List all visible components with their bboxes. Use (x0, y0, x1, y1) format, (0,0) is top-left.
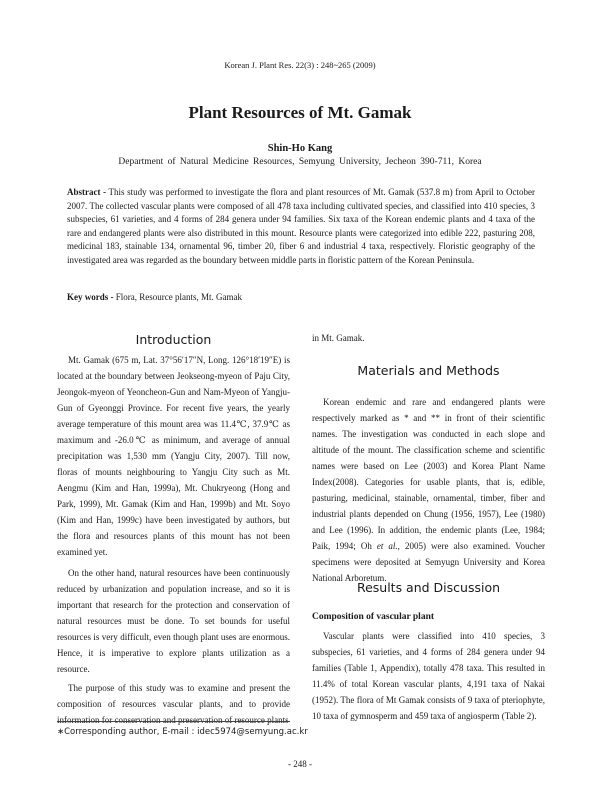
methods-paragraph-1 (312, 394, 545, 586)
footnote: ∗Corresponding author, E-mail : idec5974@semyung.ac.kr (57, 727, 308, 737)
paper-title: Plant Resources of Mt. Gamak (188, 103, 412, 122)
intro-paragraph-3: The purpose of this study was to examine and present the composition of resources vascular plants, and to provide information for conservation and preservation of resource plants (57, 683, 290, 725)
abstract-label: Abstract - (67, 187, 107, 197)
keywords-label: Key words - (67, 292, 114, 302)
results-paragraph-1: Vascular plants were classified into 410 species, 3 subspecies, 61 varieties, and 4 forms of 284 genera under 94 families (Table 1, Appendix), totally 478 taxa. This resulted in 11.4% of total Korean vascular plants, 4,191 taxa of Nakai (1952). The flora of Mt Gamak consists of 9 taxa of pteriophyte, 10 taxa of gymnosperm and 459 taxa of angiosperm (Table 2). (312, 631, 545, 721)
page-number: - 248 - (288, 759, 312, 769)
methods-heading: Materials and Methods (357, 363, 500, 378)
keywords (67, 292, 535, 302)
footnote-rule (57, 721, 290, 722)
author-name: Shin-Ho Kang (267, 143, 333, 154)
introduction-heading: Introduction (135, 332, 212, 347)
intro-paragraph-2: On the other hand, natural resources have been continuously reduced by urbanization and population increase, and so it is important that research for the protection and conservation of natural resources must be done. To set bounds for useful resources is very difficult, even though plant uses are enormous. Hence, it is imperative to explore plants utilization as a resource. (57, 568, 290, 674)
methods-body (312, 394, 545, 586)
journal-header: Korean J. Plant Res. 22(3) : 248~265 (2009) (224, 60, 376, 70)
author-affiliation: Department of Natural Medicine Resources, Semyung University, Jecheon 390-711, Korea (118, 157, 482, 167)
composition-subheading: Composition of vascular plant (312, 612, 435, 622)
intro-paragraph-1: Mt. Gamak (675 m, Lat. 37°56′17″N, Long. 126°18′19″E) is located at the boundary between Jeokseong-myeon of Paju City, Jeongok-myeon of Yeoncheon-Gun and Nam-Myeon of Yangju-Gun of Gyeonggi Province. For recent five years, the yearly average temperature of this mount area was 11.4℃, 37.9℃ as maximum and -26.0℃ as minimum, and average of annual precipitation was 1,530 mm (Yangju City, 2007). Till now, floras of mounts neighbouring to Yangju City such as Mt. Aengmu (Kim and Han, 1999a), Mt. Chukryeong (Hong and Park, 1999), Mt. Gamak (Kim and Han, 1999b) and Mt. Soyo (Kim and Han, 1999c) have been investigated by authors, but the flora and resources plants of this mount has not been examined yet. (57, 355, 290, 557)
results-heading: Results and Discussion (356, 580, 501, 595)
intro-continuation: in Mt. Gamak. (312, 333, 365, 343)
abstract (67, 186, 535, 268)
methods-text-end: , 2005) were also examined. Voucher specimens were deposited at Semyugn University and Korea National Arboretum. (312, 541, 545, 583)
et-al: et al. (376, 541, 398, 551)
methods-text: Korean endemic and rare and endangered plants were respectively marked as * and ** in front of their scientific names. The investigation was conducted in each slope and altitude of the mount. The classification scheme and scientific names were based on Lee (2003) and Korea Plant Name Index(2008). Categories for usable plants, that is, edible, pasturing, medicinal, stainable, ornamental, timber, fiber and industrial plants depended on Chung (1956, 1957), Lee (1980) and Lee (1996). In addition, the endemic plants (Lee, 1984; Paik, 1994; Oh (312, 397, 545, 551)
results-body (312, 628, 545, 724)
abstract-text: This study was performed to investigate the flora and plant resources of Mt. Gamak (537.8 m) from April to October 2007. The collected vascular plants were composed of all 478 taxa including cultivated species, and classified into 410 species, 3 subspecies, 61 varieties, and 4 forms of 284 genera under 94 families. Six taxa of the Korean endemic plants and 4 taxa of the rare and endangered plants were also distributed in this mount. Resource plants were categorized into edible 222, pasturing 208, medicinal 183, stainable 134, ornamental 96, timber 20, fiber 6 and industrial 4 taxa, respectively. Floristic geography of the investigated area was regarded as the boundary between middle parts in floristic pattern of the Korean Peninsula. (67, 187, 535, 265)
left-column (57, 352, 290, 728)
keywords-text: Flora, Resource plants, Mt. Gamak (115, 292, 242, 302)
